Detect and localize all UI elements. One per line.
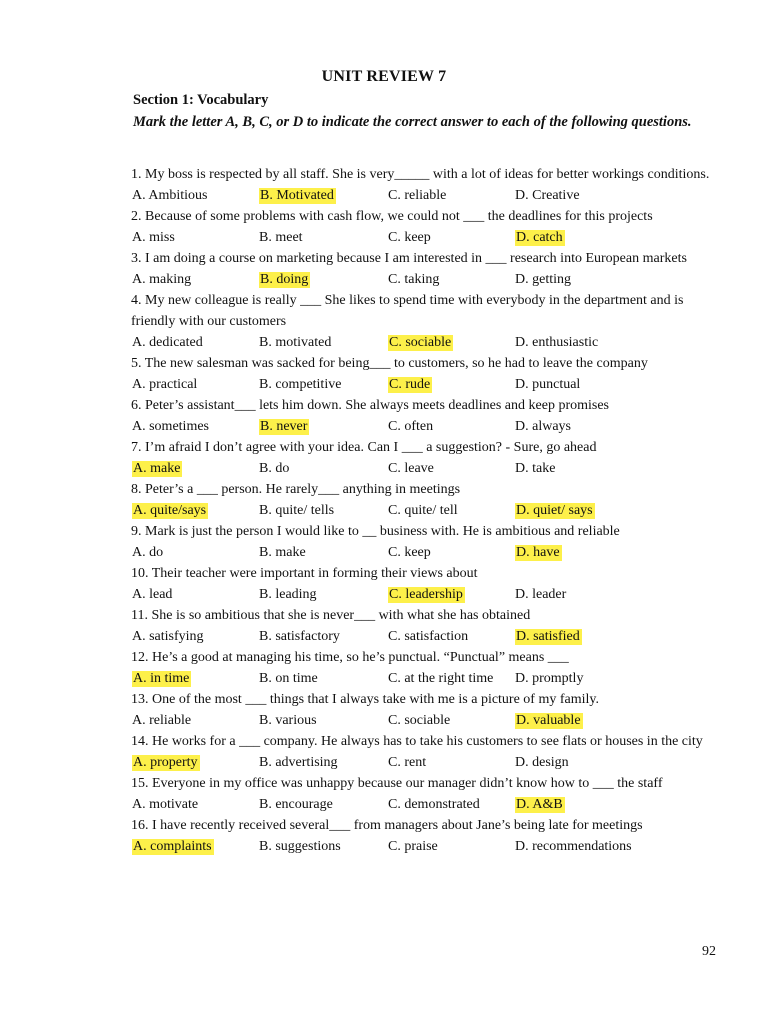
answer-options — [131, 836, 721, 857]
highlighted-answer-text: A. make — [133, 461, 181, 476]
answer-options — [131, 416, 721, 437]
answer-options — [131, 542, 721, 563]
answer-option-c — [388, 332, 453, 353]
answer-option-b — [259, 626, 340, 647]
answer-option-d — [515, 542, 562, 563]
answer-option-d — [515, 227, 565, 248]
question-stem: 2. Because of some problems with cash flow, we could not ___ the deadlines for this projects — [131, 209, 653, 224]
question-stem: 10. Their teacher were important in forming their views about — [131, 566, 478, 581]
answer-option-b — [259, 542, 306, 563]
highlighted-answer-text: A. complaints — [133, 839, 212, 854]
answer-option-d — [515, 584, 566, 605]
answer-text: B. meet — [259, 230, 303, 245]
answer-text: D. promptly — [515, 671, 584, 686]
answer-option-c — [388, 269, 439, 290]
question-stem: 7. I’m afraid I don’t agree with your idea. Can I ___ a suggestion? - Sure, go ahead — [131, 440, 597, 455]
answer-text: A. satisfying — [132, 629, 204, 644]
page-title: UNIT REVIEW 7 — [321, 68, 447, 85]
answer-text: B. satisfactory — [259, 629, 340, 644]
answer-option-a — [132, 416, 209, 437]
answer-text: D. always — [515, 419, 571, 434]
answer-option-a — [132, 227, 175, 248]
answer-option-a — [132, 332, 203, 353]
question-stem: 16. I have recently received several___ from managers about Jane’s being late for meetings — [131, 818, 643, 833]
question-stem: 6. Peter’s assistant___ lets him down. She always meets deadlines and keep promises — [131, 398, 609, 413]
answer-option-d — [515, 269, 571, 290]
answer-option-c — [388, 626, 468, 647]
answer-option-b — [259, 416, 309, 437]
answer-option-c — [388, 458, 434, 479]
answer-text: B. encourage — [259, 797, 333, 812]
answer-options — [131, 710, 721, 731]
answer-option-b — [259, 710, 317, 731]
answer-option-b — [259, 794, 333, 815]
question-item — [131, 605, 721, 647]
answer-text: A. reliable — [132, 713, 192, 728]
answer-option-a — [132, 458, 182, 479]
answer-option-c — [388, 752, 426, 773]
answer-options — [131, 269, 721, 290]
answer-text: C. reliable — [388, 188, 447, 203]
question-stem: 1. My boss is respected by all staff. She is very_____ with a lot of ideas for better workings conditions. — [131, 167, 710, 182]
answer-text: A. motivate — [132, 797, 199, 812]
answer-text: D. enthusiastic — [515, 335, 599, 350]
highlighted-answer-text: D. A&B — [516, 797, 563, 812]
answer-text: A. dedicated — [132, 335, 203, 350]
highlighted-answer-text: B. doing — [260, 272, 309, 287]
answer-text: C. taking — [388, 272, 440, 287]
answer-options — [131, 752, 721, 773]
page-number: 92 — [702, 944, 716, 959]
highlighted-answer-text: C. leadership — [389, 587, 463, 602]
instruction-text: Mark the letter A, B, C, or D to indicate the correct answer to each of the following questions. — [133, 114, 692, 130]
highlighted-answer-text: C. rude — [389, 377, 431, 392]
answer-text: D. punctual — [515, 377, 581, 392]
answer-text: B. quite/ tells — [259, 503, 335, 518]
answer-option-c — [388, 668, 493, 689]
answer-option-a — [132, 626, 204, 647]
answer-text: D. Creative — [515, 188, 580, 203]
answer-option-b — [259, 185, 336, 206]
answer-option-d — [515, 794, 565, 815]
answer-text: D. getting — [515, 272, 571, 287]
question-stem: 8. Peter’s a ___ person. He rarely___ anything in meetings — [131, 482, 461, 497]
answer-option-a — [132, 752, 200, 773]
question-item — [131, 521, 721, 563]
answer-option-a — [132, 542, 163, 563]
highlighted-answer-text: C. sociable — [389, 335, 452, 350]
highlighted-answer-text: D. satisfied — [516, 629, 580, 644]
answer-option-b — [259, 500, 334, 521]
answer-text: A. making — [132, 272, 192, 287]
answer-options — [131, 458, 721, 479]
answer-text: C. rent — [388, 755, 427, 770]
answer-option-d — [515, 626, 582, 647]
answer-option-c — [388, 227, 431, 248]
answer-option-d — [515, 500, 595, 521]
answer-text: A. do — [132, 545, 164, 560]
answer-options — [131, 500, 721, 521]
answer-option-d — [515, 836, 632, 857]
question-item — [131, 290, 721, 353]
answer-option-a — [132, 710, 191, 731]
answer-text: C. quite/ tell — [388, 503, 458, 518]
answer-option-b — [259, 332, 331, 353]
highlighted-answer-text: D. quiet/ says — [516, 503, 593, 518]
answer-option-d — [515, 374, 580, 395]
answer-option-b — [259, 227, 303, 248]
highlighted-answer-text: D. valuable — [516, 713, 581, 728]
answer-text: B. suggestions — [259, 839, 341, 854]
answer-text: A. practical — [132, 377, 198, 392]
answer-options — [131, 794, 721, 815]
answer-text: A. lead — [132, 587, 173, 602]
answer-options — [131, 584, 721, 605]
highlighted-answer-text: A. property — [133, 755, 198, 770]
question-stem: 11. She is so ambitious that she is never___ with what she has obtained — [131, 608, 531, 623]
answer-text: C. keep — [388, 230, 431, 245]
question-stem: 13. One of the most ___ things that I always take with me is a picture of my family. — [131, 692, 599, 707]
answer-option-c — [388, 542, 431, 563]
answer-option-a — [132, 185, 207, 206]
answer-option-c — [388, 500, 458, 521]
question-item — [131, 248, 721, 290]
answer-option-b — [259, 668, 318, 689]
answer-text: C. sociable — [388, 713, 451, 728]
question-stem: 9. Mark is just the person I would like to __ business with. He is ambitious and reliable — [131, 524, 620, 539]
highlighted-answer-text: D. catch — [516, 230, 563, 245]
answer-option-b — [259, 269, 310, 290]
answer-options — [131, 668, 721, 689]
answer-option-c — [388, 836, 438, 857]
answer-options — [131, 626, 721, 647]
answer-option-c — [388, 374, 432, 395]
answer-option-c — [388, 710, 450, 731]
answer-text: B. various — [259, 713, 317, 728]
question-item — [131, 563, 721, 605]
section-heading: Section 1: Vocabulary — [133, 92, 269, 108]
question-stem: 15. Everyone in my office was unhappy because our manager didn’t know how to ___ the staff — [131, 776, 663, 791]
answer-option-b — [259, 374, 341, 395]
highlighted-answer-text: B. never — [260, 419, 308, 434]
answer-option-c — [388, 416, 433, 437]
answer-options — [131, 185, 721, 206]
answer-option-c — [388, 584, 465, 605]
answer-text: C. at the right time — [388, 671, 494, 686]
question-item — [131, 437, 721, 479]
answer-option-a — [132, 584, 172, 605]
answer-option-d — [515, 332, 598, 353]
question-stem: 5. The new salesman was sacked for being___ to customers, so he had to leave the company — [131, 356, 648, 371]
question-item — [131, 689, 721, 731]
answer-text: B. on time — [259, 671, 318, 686]
answer-text: C. satisfaction — [388, 629, 469, 644]
answer-text: B. make — [259, 545, 306, 560]
answer-text: A. miss — [132, 230, 175, 245]
answer-text: D. take — [515, 461, 556, 476]
question-item — [131, 395, 721, 437]
answer-option-b — [259, 836, 341, 857]
answer-options — [131, 374, 721, 395]
highlighted-answer-text: A. quite/says — [133, 503, 207, 518]
answer-text: D. design — [515, 755, 569, 770]
answer-option-a — [132, 836, 214, 857]
answer-option-a — [132, 269, 191, 290]
answer-option-a — [132, 374, 197, 395]
answer-text: A. sometimes — [132, 419, 209, 434]
answer-option-d — [515, 752, 569, 773]
question-stem: 4. My new colleague is really ___ She likes to spend time with everybody in the department and is friendly with our customers — [131, 293, 684, 329]
answer-option-d — [515, 668, 583, 689]
answer-text: C. praise — [388, 839, 438, 854]
answer-text: C. demonstrated — [388, 797, 480, 812]
highlighted-answer-text: B. Motivated — [260, 188, 334, 203]
answer-text: C. leave — [388, 461, 434, 476]
highlighted-answer-text: A. in time — [133, 671, 190, 686]
answer-text: D. leader — [515, 587, 567, 602]
answer-option-a — [132, 668, 191, 689]
answer-text: B. advertising — [259, 755, 338, 770]
answer-option-c — [388, 794, 480, 815]
question-item — [131, 815, 721, 857]
answer-option-d — [515, 416, 571, 437]
question-stem: 14. He works for a ___ company. He always has to take his customers to see flats or houses in the city — [131, 734, 703, 749]
answer-options — [131, 332, 721, 353]
answer-option-b — [259, 584, 317, 605]
question-stem: 12. He’s a good at managing his time, so he’s punctual. “Punctual” means ___ — [131, 650, 569, 665]
answer-text: B. do — [259, 461, 290, 476]
question-item — [131, 647, 721, 689]
answer-option-d — [515, 458, 555, 479]
question-item — [131, 731, 721, 773]
question-item — [131, 206, 721, 248]
answer-text: A. Ambitious — [132, 188, 208, 203]
answer-option-d — [515, 710, 583, 731]
answer-option-b — [259, 752, 338, 773]
question-item — [131, 353, 721, 395]
answer-options — [131, 227, 721, 248]
answer-option-b — [259, 458, 289, 479]
answer-option-d — [515, 185, 580, 206]
answer-text: B. motivated — [259, 335, 332, 350]
answer-option-c — [388, 185, 446, 206]
question-item — [131, 164, 721, 206]
question-item — [131, 479, 721, 521]
answer-text: C. often — [388, 419, 434, 434]
answer-option-a — [132, 500, 208, 521]
question-list — [131, 164, 721, 857]
answer-text: B. competitive — [259, 377, 342, 392]
highlighted-answer-text: D. have — [516, 545, 560, 560]
question-item — [131, 773, 721, 815]
answer-text: B. leading — [259, 587, 317, 602]
answer-text: D. recommendations — [515, 839, 632, 854]
answer-text: C. keep — [388, 545, 431, 560]
answer-option-a — [132, 794, 198, 815]
question-stem: 3. I am doing a course on marketing because I am interested in ___ research into European markets — [131, 251, 687, 266]
